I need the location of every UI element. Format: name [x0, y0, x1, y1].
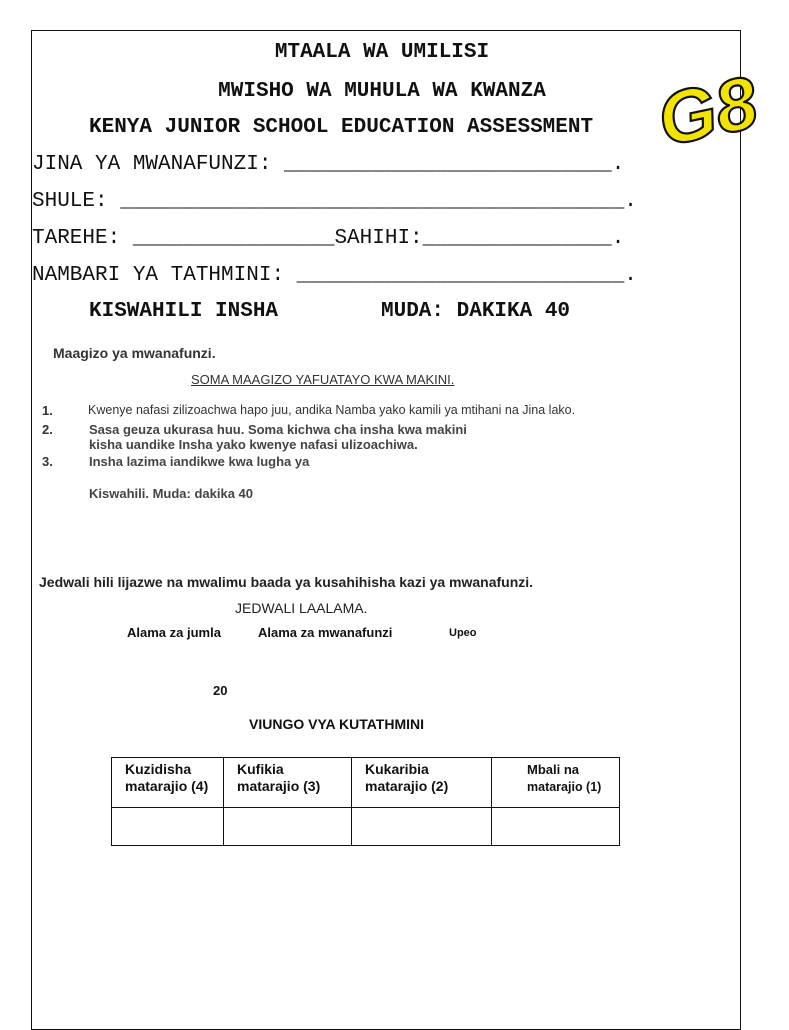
- marks-col-total: Alama za jumla: [127, 625, 221, 640]
- rubric-score-cell[interactable]: [492, 808, 620, 846]
- marks-table-title: JEDWALI LAALAMA.: [235, 600, 368, 616]
- marks-col-student: Alama za mwanafunzi: [258, 625, 393, 640]
- header-line-2: MWISHO WA MUHULA WA KWANZA: [218, 80, 546, 103]
- marks-col-max: Upeo: [449, 627, 477, 639]
- paper-time: MUDA: DAKIKA 40: [381, 300, 571, 323]
- rubric-score-cell[interactable]: [224, 808, 352, 846]
- school-field[interactable]: SHULE: ________________________________________.: [32, 190, 637, 213]
- header-line-1: MTAALA WA UMILISI: [274, 41, 490, 64]
- rubric-header-cell: Kukaribia matarajio (2): [352, 758, 492, 808]
- instruction-number: 3.: [42, 454, 53, 469]
- rubric-title: VIUNGO VYA KUTATHMINI: [249, 716, 425, 732]
- instructions-subheading: SOMA MAAGIZO YAFUATAYO KWA MAKINI.: [191, 372, 455, 387]
- marks-total-value: 20: [213, 683, 228, 698]
- rubric-table: [111, 757, 620, 846]
- logo-text: G8: [650, 60, 765, 162]
- page-border: [31, 30, 741, 1030]
- instruction-text: Sasa geuza ukurasa huu. Soma kichwa cha insha kwa makini: [89, 422, 467, 437]
- instruction-text: Kwenye nafasi zilizoachwa hapo juu, andika Namba yako kamili ya mtihani na Jina lako.: [88, 403, 576, 417]
- instruction-text-cont: kisha uandike Insha yako kwenye nafasi ulizoachiwa.: [89, 437, 418, 452]
- assessment-number-field[interactable]: NAMBARI YA TATHMINI: __________________________.: [32, 264, 637, 287]
- marks-note: Jedwali hili lijazwe na mwalimu baada ya kusahihisha kazi ya mwanafunzi.: [39, 574, 534, 590]
- rubric-score-cell[interactable]: [112, 808, 224, 846]
- name-field[interactable]: JINA YA MWANAFUNZI: __________________________.: [32, 153, 625, 176]
- instruction-text: Insha lazima iandikwe kwa lugha ya: [89, 454, 310, 469]
- instruction-text-cont: Kiswahili. Muda: dakika 40: [89, 486, 253, 501]
- paper-subject: KISWAHILI INSHA: [89, 300, 279, 323]
- instructions-heading: Maagizo ya mwanafunzi.: [53, 345, 216, 361]
- rubric-header-cell: Mbali na matarajio (1): [492, 758, 620, 808]
- rubric-header-cell: Kuzidisha matarajio (4): [112, 758, 224, 808]
- g8-logo: [650, 56, 765, 162]
- rubric-header-cell: Kufikia matarajio (3): [224, 758, 352, 808]
- instruction-number: 1.: [42, 403, 53, 418]
- rubric-score-cell[interactable]: [352, 808, 492, 846]
- header-line-3: KENYA JUNIOR SCHOOL EDUCATION ASSESSMENT: [89, 116, 594, 139]
- date-sign-field[interactable]: TAREHE: ________________SAHIHI:_______________.: [32, 227, 625, 250]
- rubric-score-row: [112, 808, 620, 846]
- instruction-number: 2.: [42, 422, 53, 437]
- rubric-header-row: [112, 758, 620, 808]
